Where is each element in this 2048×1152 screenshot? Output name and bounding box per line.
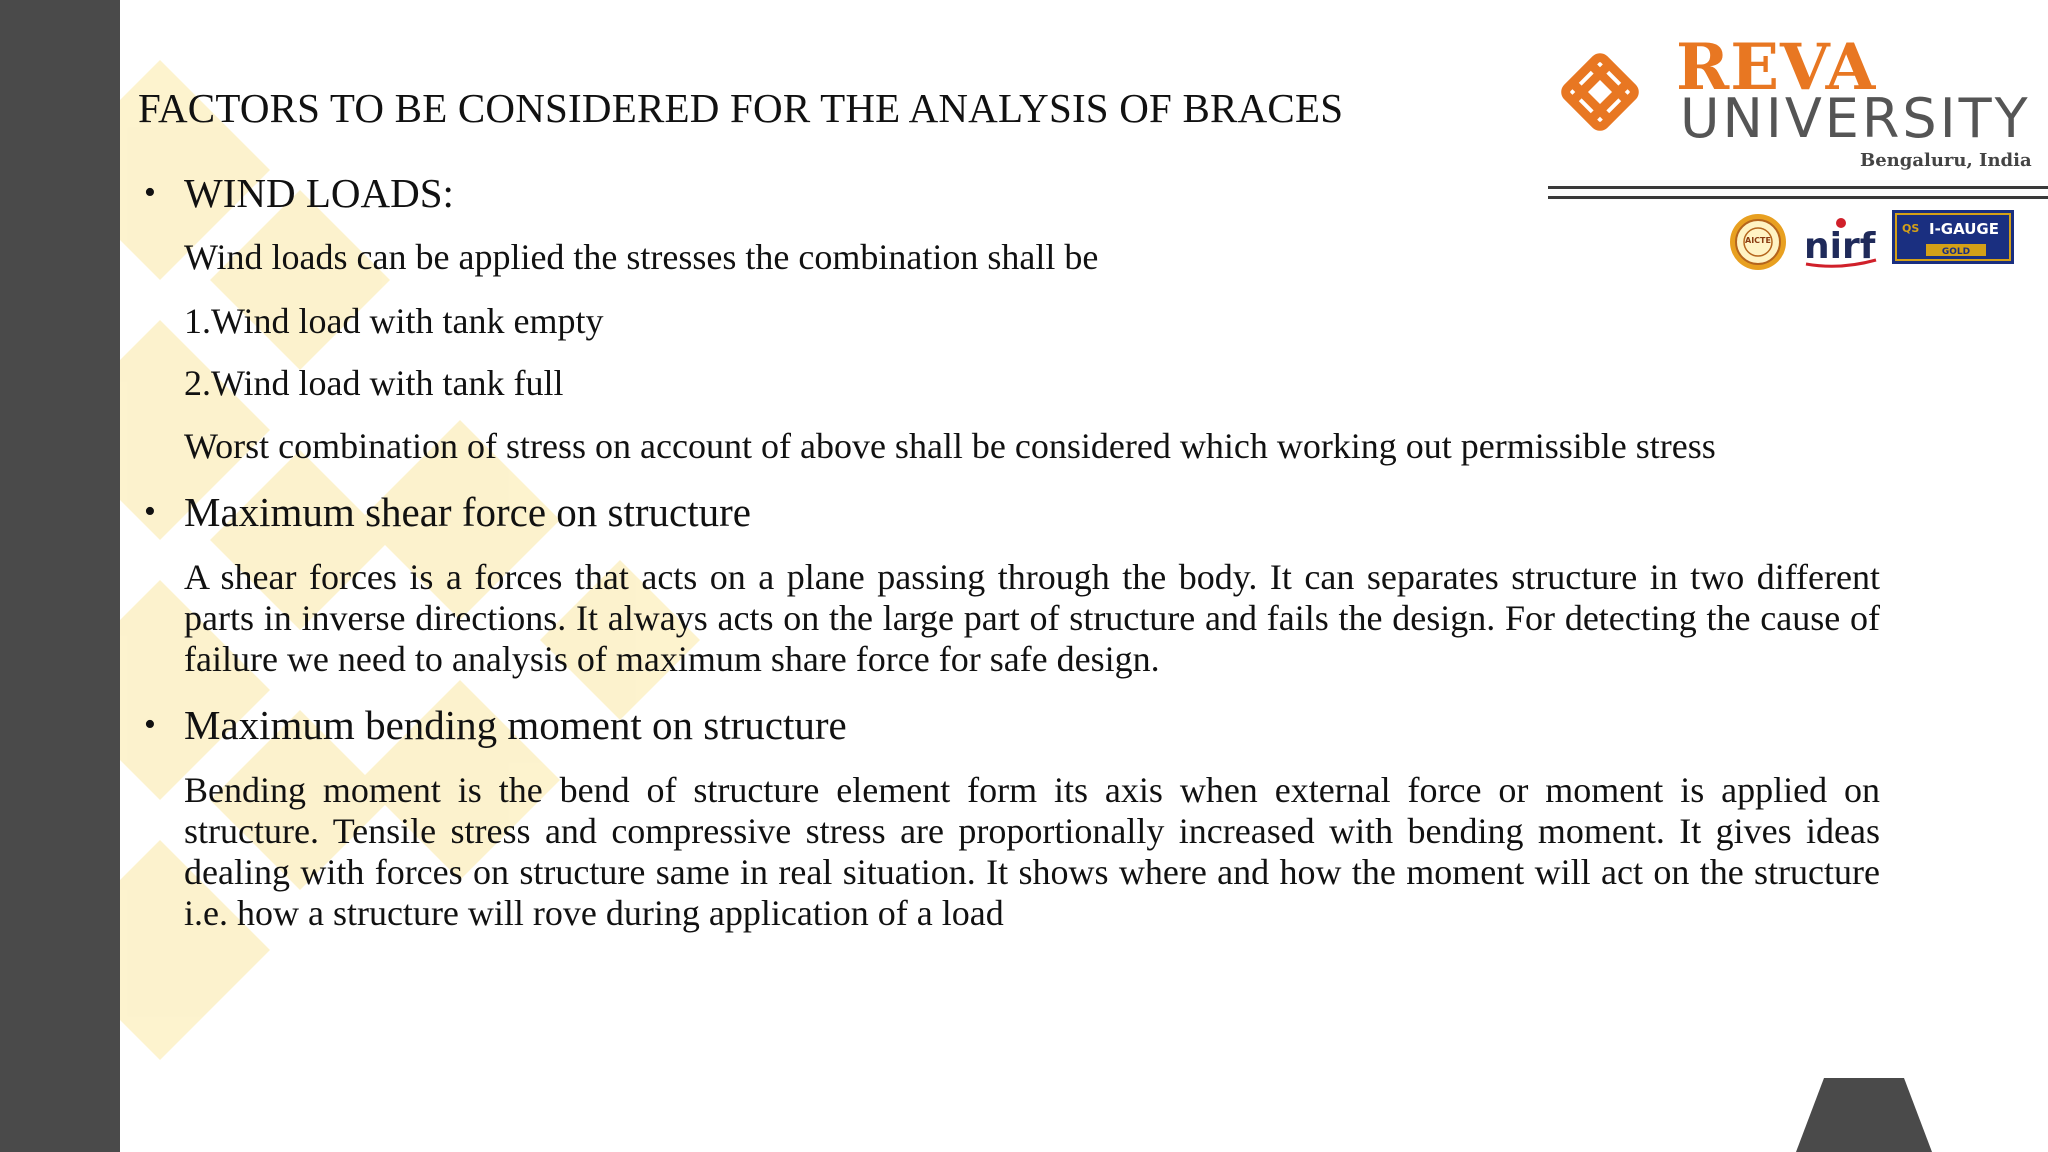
section-heading-wind-loads: WIND LOADS: <box>184 170 454 216</box>
bullet-dot: • <box>144 706 156 743</box>
igauge-prefix-label: QS <box>1902 222 1920 235</box>
igauge-label: I-GAUGE <box>1928 220 2000 238</box>
aicte-badge-label: AICTE <box>1745 236 1771 245</box>
nirf-badge-label: nirf <box>1804 226 1876 267</box>
section-heading-bending-moment: Maximum bending moment on structure <box>184 702 847 748</box>
wind-loads-intro: Wind loads can be applied the stresses the combination shall be <box>184 237 1099 277</box>
bending-moment-paragraph: Bending moment is the bend of structure element form its axis when external force or moment is applied on structure. Tensile stress and compressive stress are proportionally increased with bending moment. It gives ideas dealing with forces on structure same in real situation. It shows where and how the moment will act on the structure i.e. how a structure will rove during application of a load <box>184 770 1880 933</box>
header-divider-top <box>1548 186 2048 189</box>
left-accent-bar <box>0 0 120 1152</box>
brand-name-reva: REVA <box>1676 30 1877 105</box>
header-divider-bottom <box>1548 196 2048 199</box>
bullet-dot: • <box>144 493 156 530</box>
endless-knot-icon <box>1552 44 1648 140</box>
shear-force-paragraph: A shear forces is a forces that acts on a plane passing through the body. It can separates structure in two different parts in inverse directions. It always acts on the large part of structure and fails the design. For detecting the cause of failure we need to analysis of maximum share force for safe design. <box>184 557 1880 679</box>
wind-load-case-1: 1.Wind load with tank empty <box>184 301 604 341</box>
wind-load-case-2: 2.Wind load with tank full <box>184 363 564 403</box>
slide-title: FACTORS TO BE CONSIDERED FOR THE ANALYSIS OF BRACES <box>138 85 1344 131</box>
corner-trapezoid-shape <box>1796 1078 1932 1152</box>
igauge-gold-badge-icon <box>1892 210 2014 264</box>
wind-loads-conclusion: Worst combination of stress on account of above shall be considered which working out permissible stress <box>184 426 1716 466</box>
nirf-badge-icon <box>1800 212 1880 268</box>
section-heading-shear-force: Maximum shear force on structure <box>184 489 751 535</box>
brand-name-university: UNIVERSITY <box>1680 87 2031 150</box>
aicte-badge-icon <box>1728 212 1788 272</box>
igauge-grade-label: GOLD <box>1941 247 1971 257</box>
brand-location: Bengaluru, India <box>1860 150 2032 171</box>
bullet-dot: • <box>144 174 156 211</box>
